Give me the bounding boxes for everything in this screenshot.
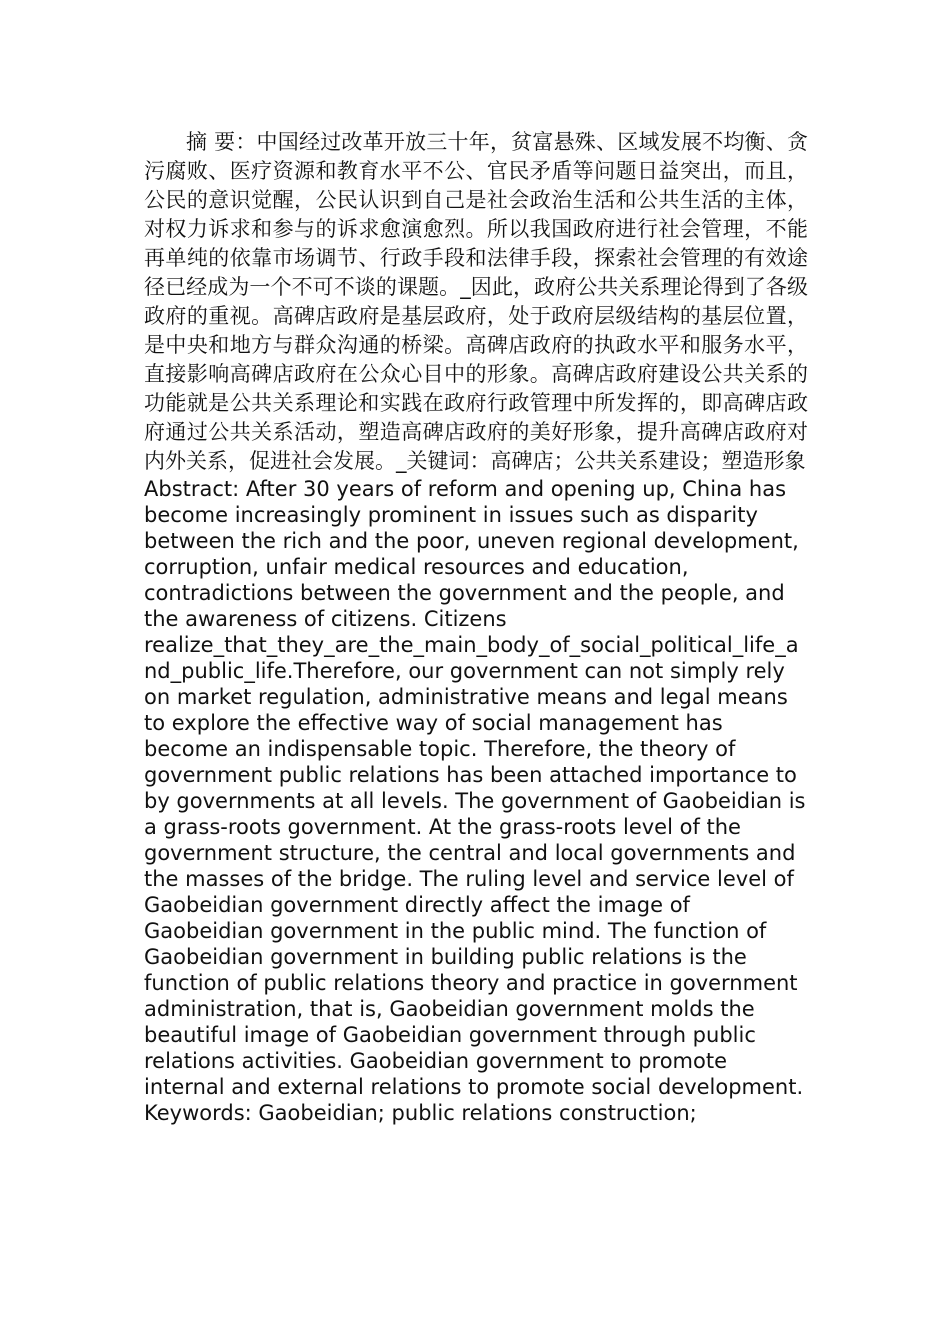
english-abstract: Abstract: After 30 years of reform and opening up, China has become increasingly prominent in issues such as disparity between the rich and the poor, uneven regional development, corruption, unfair medical resources and education, contradictions between the government and the people, and the awareness of citizens. Citizens realize_that_they_are_the_main_body_of_social_political_life_and_public_life.Therefore, our government can not simply rely on market regulation, administrative means and legal means to explore the effective way of social management has become an indispensable topic. Therefore, the theory of government public relations has been attached importance to by governments at all levels. The government of Gaobeidian is a grass-roots government. At the grass-roots level of the government structure, the central and local governments and the masses of the bridge. The ruling level and service level of Gaobeidian government directly affect the image of Gaobeidian government in the public mind. The function of Gaobeidian government in building public relations is the function of public relations theory and practice in government administration, that is, Gaobeidian government molds the beautiful image of Gaobeidian government through public relations activities. Gaobeidian government to promote internal and external relations to promote social development. (144, 477, 806, 1099)
chinese-abstract-label: 摘 要： (186, 130, 257, 154)
chinese-abstract-text: 中国经过改革开放三十年，贫富悬殊、区域发展不均衡、贪污腐败、医疗资源和教育水平不公、官民矛盾等问题日益突出，而且，公民的意识觉醒，公民认识到自己是社会政治生活和公共生活的主体，对权力诉求和参与的诉求愈演愈烈。所以我国政府进行社会管理，不能再单纯的依靠市场调节、行政手段和法律手段，探索社会管理的有效途径已经成为一个不可不谈的课题。_因此，政府公共关系理论得到了各级政府的重视。高碑店政府是基层政府，处于政府层级结构的基层位置，是中央和地方与群众沟通的桥梁。高碑店政府的执政水平和服务水平，直接影响高碑店政府在公众心目中的形象。高碑店政府建设公共关系的功能就是公共关系理论和实践在政府行政管理中所发挥的，即高碑店政府通过公共关系活动，塑造高碑店政府的美好形象，提升高碑店政府对内外关系，促进社会发展。_ (144, 130, 808, 473)
chinese-abstract (144, 128, 808, 476)
english-keywords: Keywords: Gaobeidian; public relations construction; (144, 1101, 697, 1125)
chinese-keywords-label: 关键词： (406, 449, 491, 473)
chinese-keywords-text: 高碑店；公共关系建设；塑造形象 (490, 449, 806, 473)
abstract-section (144, 128, 808, 1126)
